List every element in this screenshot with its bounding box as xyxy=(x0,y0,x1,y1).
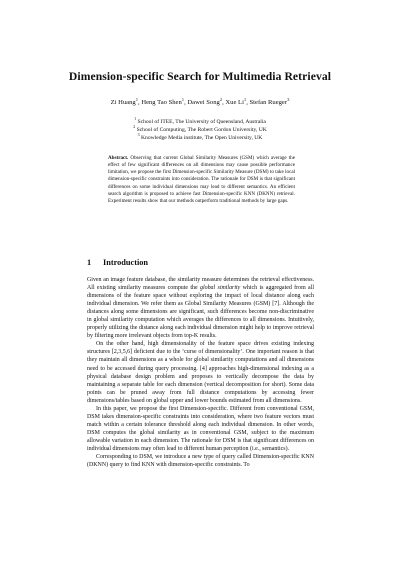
paragraph-text: Corresponding to DSM, we introduce a new type of query called Dimension-specific KNN (DKNN) query to find KNN with dimension-specific constraints. To xyxy=(87,454,314,469)
paragraph-emphasis: global similarity xyxy=(200,285,241,292)
paragraph xyxy=(87,340,314,404)
paper-title: Dimension-specific Search for Multimedia Retrieval xyxy=(68,70,332,83)
affiliation-text: School of ITEE, The University of Queensland, Australia xyxy=(137,119,266,125)
abstract-text: Observing that current Global Similarity Measures (GSM) which average the effect of few significant differences on all dimensions may cause possible performance limitation, we propose the first Dimension-specific Similarity Measure (DSM) to take local dimension-specific constraints into consideration. The rationale for DSM is that significant differences on some individual dimensions may lead to different semantics. An efficient search algorithm is proposed to achieve fast Dimension-specific KNN (DKNN) retrieval. Experiment results show that our methods outperform traditional methods by large gaps. xyxy=(108,155,295,204)
abstract-label: Abstract. xyxy=(108,155,129,161)
author-name: Zi Huang xyxy=(110,99,136,106)
paragraph-text: Given an image feature database, the similarity measure determines the retrieval effectiveness. All existing similarity measures compute the xyxy=(87,277,314,292)
paragraph xyxy=(87,453,314,469)
author-affil-mark: 3 xyxy=(287,96,290,102)
affiliation-text: Knowledge Media institute, The Open University, UK xyxy=(141,135,263,141)
paragraph-text: In this paper, we propose the first Dimension-specific. Different from conventional GSM, DSM takes dimension-specific constraints into consideration, where two feature vectors must match within a certain tolerance threshold along each individual dimension. In other words, DSM computes the global similarity as in conventional GSM, subject to the maximum allowable variation in each dimension. The rationale for DSM is that significant differences on individual dimensions may often lead to different human perception (i.e., semantics). xyxy=(87,405,314,452)
affiliation xyxy=(60,135,340,141)
author-affil-mark: 2 xyxy=(219,96,223,102)
author-name: Xue Li xyxy=(225,99,244,106)
section-heading xyxy=(87,258,327,267)
body-text xyxy=(87,276,314,469)
author-name: Dawei Song xyxy=(187,99,220,106)
author-affil-mark: 1 xyxy=(243,96,247,102)
author-list: Zi Huang$^1$, Heng Tao Shen$^1$, Dawei Song$^2$, Xue Li$^1$, Stefan Rueger$^3$ xyxy=(110,96,290,106)
paragraph-text: which is aggregated from all dimensions of the feature space without exploring the impact of local distance along each individual dimension. We refer them as Global Similarity Measures (GSM) [7]. Although the distances along some dimensions are significant, such differences become non-discriminative in global similarity computation which averages the differences to all dimensions. Intuitively, properly utilizing the distance along each individual dimension might help to improve retrieval by filtering more irrelevant objects from top-K results. xyxy=(87,285,314,340)
author-affil-mark: 1 xyxy=(135,96,139,102)
paragraph xyxy=(87,405,314,453)
author-affil-mark: 1 xyxy=(181,96,185,102)
paragraph-text: On the other hand, high dimensionality of the feature space drives existing indexing structures [2,3,5,6] deficient due to the ‘curse of dimensionality’. One important reason is that they maintain all dimensions as a whole for global similarity computations and all dimensions need to be accessed during query processing. [4] approaches high-dimensional indexing as a physical database design problem and proposes to vertically decompose the data by maintaining a separate table for each dimension (vertical decomposition for short). Some data points can be pruned away from full distance computations by accessing fewer dimensions/tables based on global upper and lower bounds estimated from all dimensions. xyxy=(87,341,314,404)
author-name: Stefan Rueger xyxy=(249,99,288,106)
affiliation-mark: 1 xyxy=(134,117,137,122)
abstract xyxy=(108,155,295,205)
section-number: 1 xyxy=(87,258,92,267)
affiliation-mark: 2 xyxy=(133,125,136,130)
affiliation-text: School of Computing, The Robert Gordon University, UK xyxy=(136,127,267,133)
affiliation xyxy=(60,127,340,133)
author-name: Heng Tao Shen xyxy=(141,99,182,106)
paragraph xyxy=(87,276,314,340)
affiliation xyxy=(60,119,340,125)
section-title: Introduction xyxy=(103,258,149,267)
affiliation-mark: 3 xyxy=(137,133,140,138)
